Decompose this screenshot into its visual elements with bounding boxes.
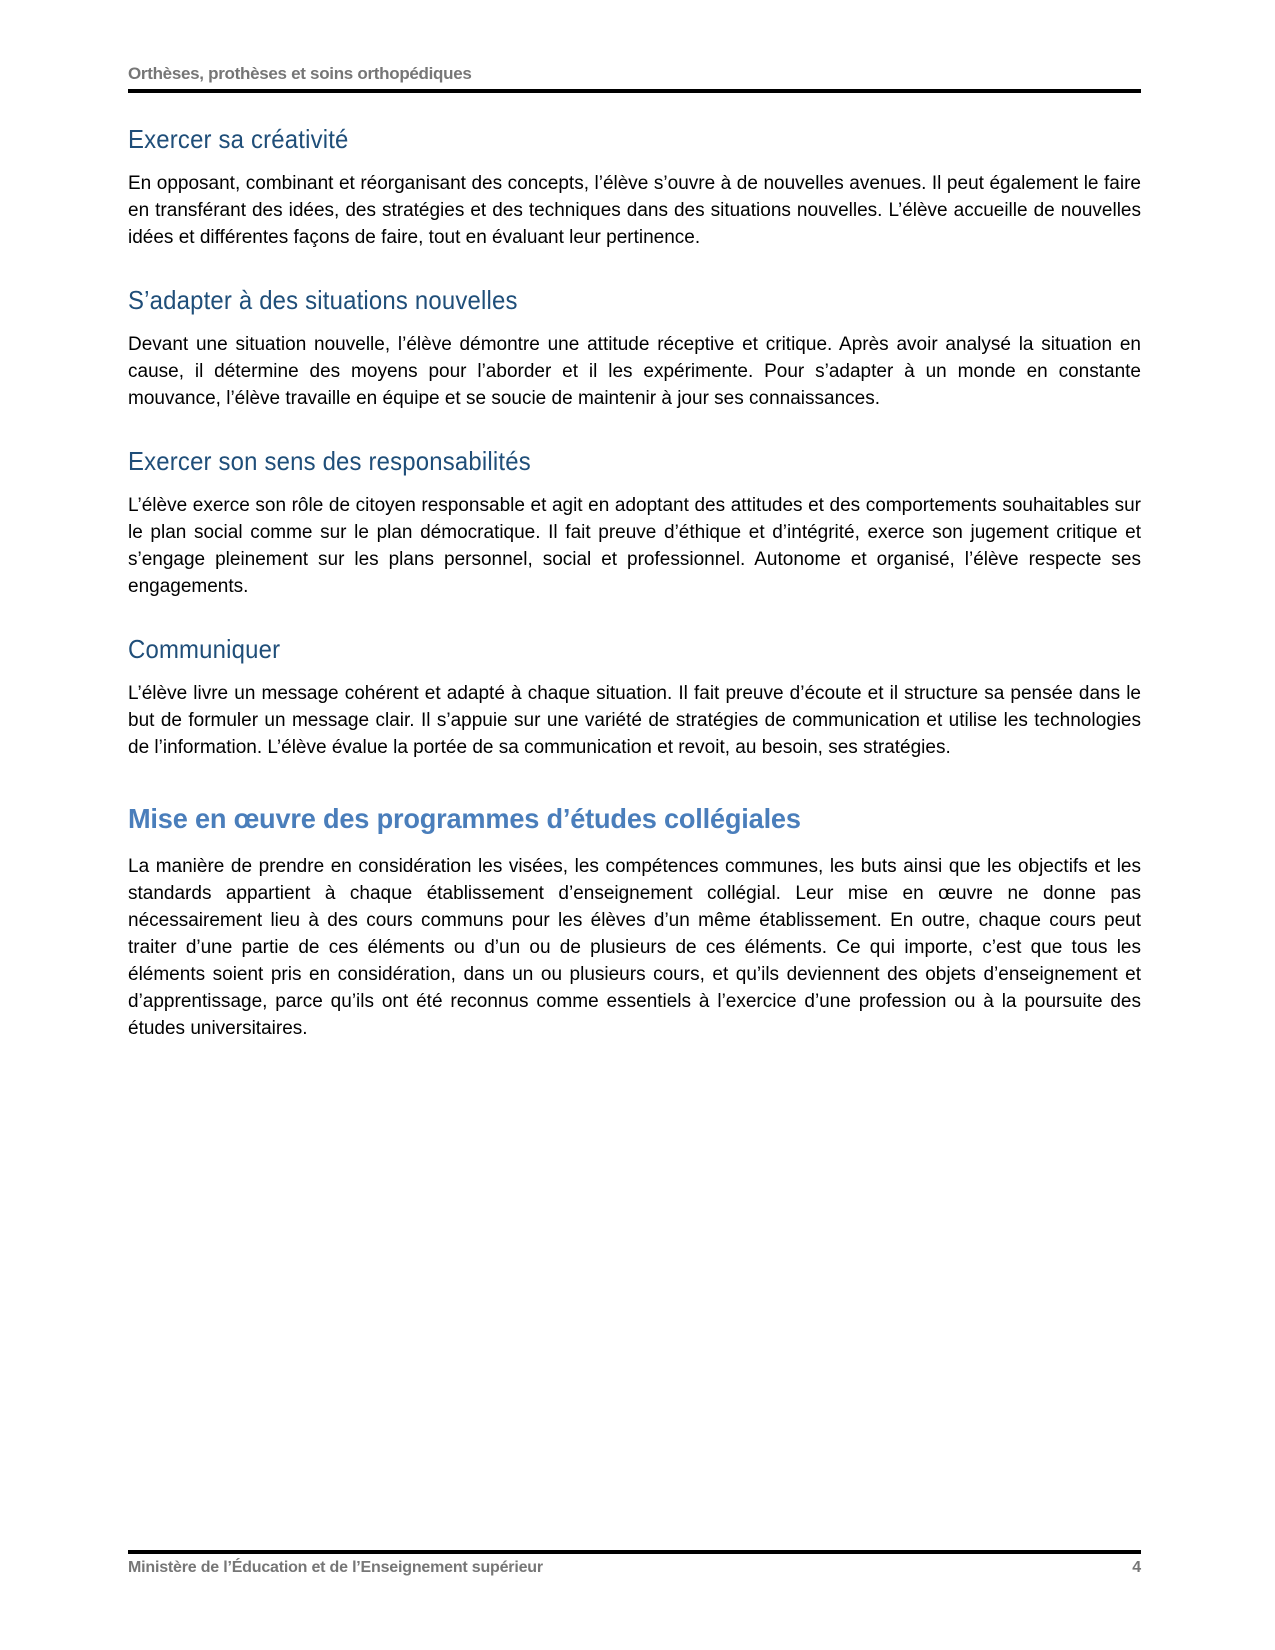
section-heading: Communiquer — [128, 634, 281, 664]
section-paragraph: Devant une situation nouvelle, l’élève démontre une attitude réceptive et critique. Après avoir analysé la situation en cause, il détermine des moyens pour l’aborder et il les expérimente. Pour s’adapter à un monde en constante mouvance, l’élève travaille en équipe et se soucie de maintenir à jour ses connaissances. — [128, 334, 1141, 409]
footer-page-number: 4 — [1132, 1559, 1141, 1576]
section-heading: S’adapter à des situations nouvelles — [128, 285, 518, 315]
page-footer — [128, 1550, 1141, 1577]
section-responsabilites — [128, 446, 1141, 600]
section-heading: Exercer sa créativité — [128, 124, 349, 154]
section-s-adapter — [128, 285, 1141, 412]
section-mise-en-oeuvre — [128, 803, 1141, 1042]
section-communiquer — [128, 634, 1141, 761]
footer-ministry-label: Ministère de l’Éducation et de l’Enseignement supérieur — [128, 1559, 543, 1576]
section-paragraph: La manière de prendre en considération les visées, les compétences communes, les buts ainsi que les objectifs et les standards appartient à chaque établissement d’enseignement collégial. Leur mise en œuvre ne donne pas nécessairement lieu à des cours communs pour les élèves d’un même établissement. En outre, chaque cours peut traiter d’une partie de ces éléments ou d’un ou de plusieurs de ces éléments. Ce qui importe, c’est que tous les éléments soient pris en considération, dans un ou plusieurs cours, et qu’ils deviennent des objets d’enseignement et d’apprentissage, parce qu’ils ont été reconnus comme essentiels à l’exercice d’une profession ou à la poursuite des études universitaires. — [128, 856, 1141, 1039]
section-paragraph: L’élève livre un message cohérent et adapté à chaque situation. Il fait preuve d’écoute et il structure sa pensée dans le but de formuler un message clair. Il s’appuie sur une variété de stratégies de communication et utilise les technologies de l’information. L’élève évalue la portée de sa communication et revoit, au besoin, ses stratégies. — [128, 683, 1141, 758]
running-header-title: Orthèses, prothèses et soins orthopédiques — [128, 64, 472, 83]
page-content — [128, 100, 1141, 1042]
running-header — [128, 64, 1141, 93]
section-exercer-sa-creativite — [128, 124, 1141, 251]
main-heading: Mise en œuvre des programmes d’études collégiales — [128, 803, 801, 834]
section-heading: Exercer son sens des responsabilités — [128, 446, 531, 476]
section-paragraph: L’élève exerce son rôle de citoyen responsable et agit en adoptant des attitudes et des comportements souhaitables sur le plan social comme sur le plan démocratique. Il fait preuve d’éthique et d’intégrité, exerce son jugement critique et s’engage pleinement sur les plans personnel, social et professionnel. Autonome et organisé, l’élève respecte ses engagements. — [128, 495, 1141, 597]
section-paragraph: En opposant, combinant et réorganisant des concepts, l’élève s’ouvre à de nouvelles avenues. Il peut également le faire en transférant des idées, des stratégies et des techniques dans des situations nouvelles. L’élève accueille de nouvelles idées et différentes façons de faire, tout en évaluant leur pertinence. — [128, 173, 1141, 248]
